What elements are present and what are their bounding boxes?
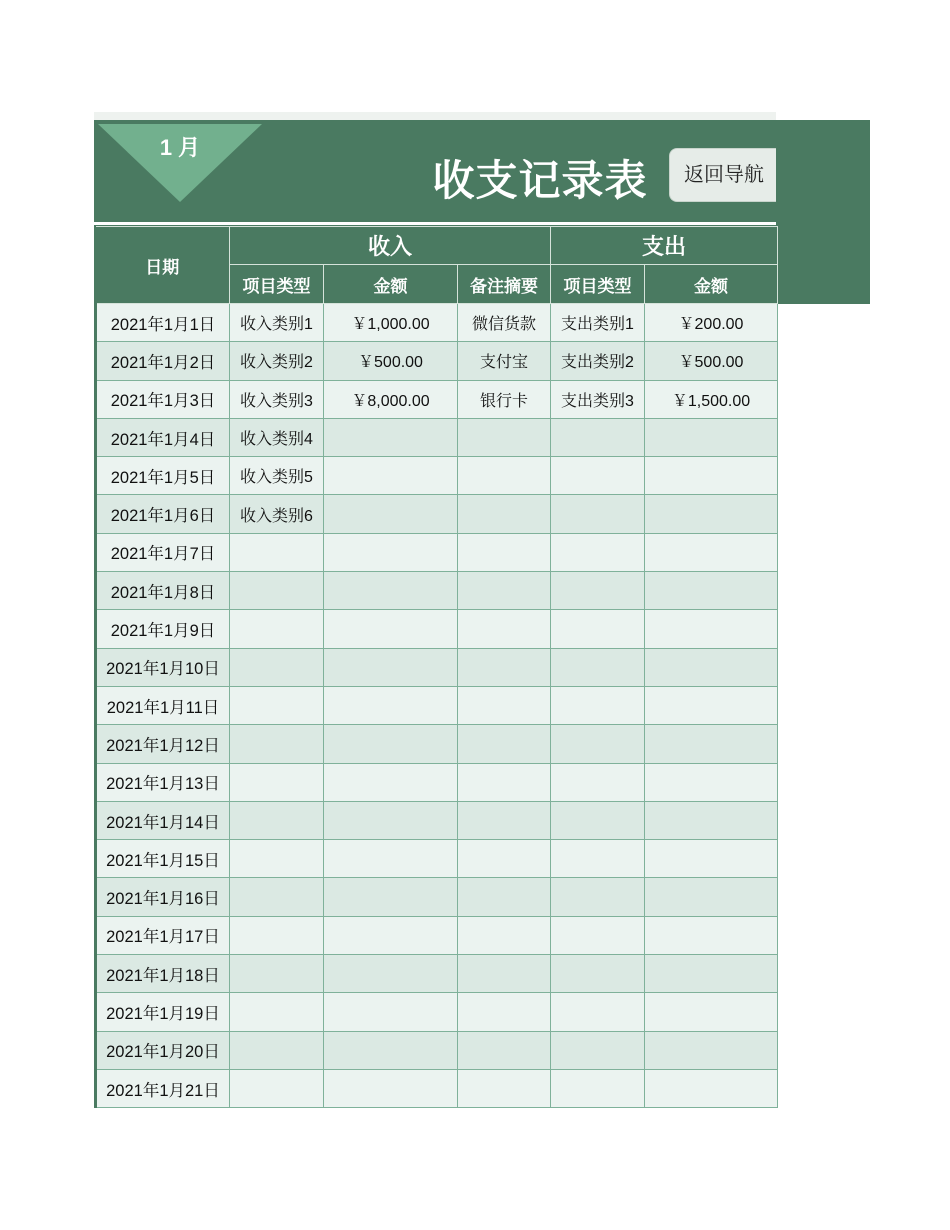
income-amount-cell[interactable] (324, 1031, 458, 1069)
income-type-cell[interactable] (230, 878, 324, 916)
expense-amount-cell[interactable] (645, 993, 778, 1031)
expense-type-cell[interactable] (551, 763, 645, 801)
table-row (96, 993, 778, 1031)
date-cell[interactable]: 2021年1月15日 (96, 840, 230, 878)
income-amount-cell[interactable] (324, 763, 458, 801)
income-type-cell[interactable] (230, 610, 324, 648)
income-note-cell[interactable]: 微信货款 (458, 304, 551, 342)
income-note-cell[interactable] (458, 801, 551, 839)
income-type-cell[interactable]: 收入类别4 (230, 418, 324, 456)
income-type-cell[interactable]: 收入类别3 (230, 380, 324, 418)
expense-group-header: 支出 (551, 227, 778, 265)
income-expense-table (94, 226, 778, 1108)
income-amount-cell[interactable]: ￥500.00 (324, 342, 458, 380)
expense-amount-cell[interactable] (645, 495, 778, 533)
table-row (96, 801, 778, 839)
income-note-cell[interactable] (458, 725, 551, 763)
expense-amount-cell[interactable] (645, 418, 778, 456)
income-note-cell[interactable]: 银行卡 (458, 380, 551, 418)
date-cell[interactable]: 2021年1月5日 (96, 457, 230, 495)
expense-type-cell[interactable] (551, 801, 645, 839)
table-row (96, 763, 778, 801)
expense-type-cell[interactable] (551, 610, 645, 648)
income-type-cell[interactable] (230, 993, 324, 1031)
income-amount-cell[interactable] (324, 725, 458, 763)
expense-type-cell[interactable] (551, 418, 645, 456)
expense-amount-cell[interactable] (645, 1069, 778, 1107)
income-note-cell[interactable] (458, 916, 551, 954)
expense-amount-cell[interactable] (645, 533, 778, 571)
header-divider (94, 222, 776, 225)
date-cell[interactable]: 2021年1月16日 (96, 878, 230, 916)
table-row (96, 878, 778, 916)
expense-type-cell[interactable] (551, 1069, 645, 1107)
income-type-cell[interactable]: 收入类别5 (230, 457, 324, 495)
expense-type-cell[interactable] (551, 878, 645, 916)
expense-amount-cell[interactable] (645, 1031, 778, 1069)
expense-type-cell[interactable] (551, 495, 645, 533)
date-cell[interactable]: 2021年1月1日 (96, 304, 230, 342)
date-cell[interactable]: 2021年1月14日 (96, 801, 230, 839)
income-amount-cell[interactable] (324, 801, 458, 839)
expense-amount-cell[interactable] (645, 572, 778, 610)
income-amount-cell[interactable] (324, 457, 458, 495)
income-amount-cell[interactable] (324, 955, 458, 993)
income-amount-cell[interactable] (324, 686, 458, 724)
income-amount-cell[interactable]: ￥8,000.00 (324, 380, 458, 418)
expense-amount-cell[interactable] (645, 686, 778, 724)
income-note-cell[interactable] (458, 610, 551, 648)
date-cell[interactable]: 2021年1月12日 (96, 725, 230, 763)
income-note-cell[interactable] (458, 495, 551, 533)
table-row (96, 1031, 778, 1069)
income-note-cell[interactable] (458, 763, 551, 801)
income-type-cell[interactable] (230, 1031, 324, 1069)
table-row (96, 955, 778, 993)
expense-amount-cell[interactable] (645, 916, 778, 954)
income-note-cell[interactable] (458, 648, 551, 686)
expense-type-cell[interactable]: 支出类别2 (551, 342, 645, 380)
income-amount-cell[interactable] (324, 878, 458, 916)
date-cell[interactable]: 2021年1月3日 (96, 380, 230, 418)
table-row (96, 725, 778, 763)
expense-amount-cell[interactable] (645, 955, 778, 993)
expense-amount-cell[interactable]: ￥1,500.00 (645, 380, 778, 418)
income-type-cell[interactable]: 收入类别1 (230, 304, 324, 342)
income-type-cell[interactable]: 收入类别2 (230, 342, 324, 380)
table-row (96, 342, 778, 380)
expense-amount-cell[interactable] (645, 725, 778, 763)
income-amount-cell[interactable] (324, 993, 458, 1031)
income-amount-cell[interactable] (324, 916, 458, 954)
income-type-cell[interactable] (230, 533, 324, 571)
date-column-header: 日期 (96, 227, 230, 304)
expense-amount-cell[interactable] (645, 840, 778, 878)
expense-type-cell[interactable]: 支出类别1 (551, 304, 645, 342)
income-amount-cell[interactable] (324, 418, 458, 456)
income-note-cell[interactable] (458, 686, 551, 724)
income-type-cell[interactable] (230, 572, 324, 610)
date-cell[interactable]: 2021年1月11日 (96, 686, 230, 724)
back-to-navigation-button[interactable]: 返回导航 (669, 148, 776, 202)
income-amount-cell[interactable]: ￥1,000.00 (324, 304, 458, 342)
table-row (96, 495, 778, 533)
income-type-cell[interactable] (230, 686, 324, 724)
expense-amount-cell[interactable]: ￥200.00 (645, 304, 778, 342)
income-note-cell[interactable]: 支付宝 (458, 342, 551, 380)
date-cell[interactable]: 2021年1月19日 (96, 993, 230, 1031)
date-cell[interactable]: 2021年1月10日 (96, 648, 230, 686)
date-cell[interactable]: 2021年1月7日 (96, 533, 230, 571)
income-note-cell[interactable] (458, 533, 551, 571)
date-cell[interactable]: 2021年1月21日 (96, 1069, 230, 1107)
income-type-cell[interactable]: 收入类别6 (230, 495, 324, 533)
expense-amount-cell[interactable] (645, 801, 778, 839)
expense-type-cell[interactable] (551, 840, 645, 878)
income-type-cell[interactable] (230, 1069, 324, 1107)
income-note-cell[interactable] (458, 572, 551, 610)
sheet-top-strip (94, 112, 776, 120)
page-title: 收支记录表 (432, 157, 648, 204)
date-cell[interactable]: 2021年1月4日 (96, 418, 230, 456)
income-type-cell[interactable] (230, 763, 324, 801)
income-amount-cell[interactable] (324, 610, 458, 648)
income-type-cell[interactable] (230, 955, 324, 993)
income-note-cell[interactable] (458, 1069, 551, 1107)
expense-amount-cell[interactable]: ￥500.00 (645, 342, 778, 380)
income-note-cell[interactable] (458, 1031, 551, 1069)
income-amount-cell[interactable] (324, 572, 458, 610)
date-cell[interactable]: 2021年1月8日 (96, 572, 230, 610)
table-row (96, 916, 778, 954)
expense-type-cell[interactable] (551, 1031, 645, 1069)
date-cell[interactable]: 2021年1月20日 (96, 1031, 230, 1069)
expense-amount-header: 金额 (645, 265, 778, 304)
income-amount-cell[interactable] (324, 840, 458, 878)
table-row (96, 457, 778, 495)
expense-type-cell[interactable] (551, 457, 645, 495)
income-group-header: 收入 (230, 227, 551, 265)
table-row (96, 686, 778, 724)
table-row (96, 380, 778, 418)
table-row (96, 840, 778, 878)
expense-type-cell[interactable] (551, 686, 645, 724)
expense-amount-cell[interactable] (645, 648, 778, 686)
table-row (96, 304, 778, 342)
date-cell[interactable]: 2021年1月18日 (96, 955, 230, 993)
income-note-cell[interactable] (458, 993, 551, 1031)
expense-type-cell[interactable] (551, 572, 645, 610)
income-note-cell[interactable] (458, 418, 551, 456)
income-amount-cell[interactable] (324, 533, 458, 571)
date-cell[interactable]: 2021年1月2日 (96, 342, 230, 380)
expense-type-cell[interactable] (551, 955, 645, 993)
expense-type-cell[interactable]: 支出类别3 (551, 380, 645, 418)
income-type-cell[interactable] (230, 801, 324, 839)
income-amount-cell[interactable] (324, 1069, 458, 1107)
month-label: 1 月 (159, 135, 201, 160)
expense-type-cell[interactable] (551, 916, 645, 954)
expense-amount-cell[interactable] (645, 457, 778, 495)
income-note-header: 备注摘要 (458, 265, 551, 304)
date-cell[interactable]: 2021年1月6日 (96, 495, 230, 533)
expense-type-header: 项目类型 (551, 265, 645, 304)
date-cell[interactable]: 2021年1月13日 (96, 763, 230, 801)
income-note-cell[interactable] (458, 878, 551, 916)
income-amount-header: 金额 (324, 265, 458, 304)
income-note-cell[interactable] (458, 840, 551, 878)
expense-amount-cell[interactable] (645, 763, 778, 801)
income-type-cell[interactable] (230, 725, 324, 763)
income-type-cell[interactable] (230, 840, 324, 878)
table-row (96, 572, 778, 610)
income-type-cell[interactable] (230, 916, 324, 954)
expense-type-cell[interactable] (551, 993, 645, 1031)
income-type-cell[interactable] (230, 648, 324, 686)
table-row (96, 648, 778, 686)
table-row (96, 418, 778, 456)
income-note-cell[interactable] (458, 457, 551, 495)
expense-type-cell[interactable] (551, 725, 645, 763)
date-cell[interactable]: 2021年1月9日 (96, 610, 230, 648)
expense-amount-cell[interactable] (645, 610, 778, 648)
table-row (96, 1069, 778, 1107)
income-note-cell[interactable] (458, 955, 551, 993)
income-amount-cell[interactable] (324, 648, 458, 686)
income-amount-cell[interactable] (324, 495, 458, 533)
table-body (96, 304, 778, 1108)
date-cell[interactable]: 2021年1月17日 (96, 916, 230, 954)
expense-type-cell[interactable] (551, 648, 645, 686)
table-row (96, 610, 778, 648)
income-type-header: 项目类型 (230, 265, 324, 304)
expense-amount-cell[interactable] (645, 878, 778, 916)
table-row (96, 533, 778, 571)
expense-type-cell[interactable] (551, 533, 645, 571)
